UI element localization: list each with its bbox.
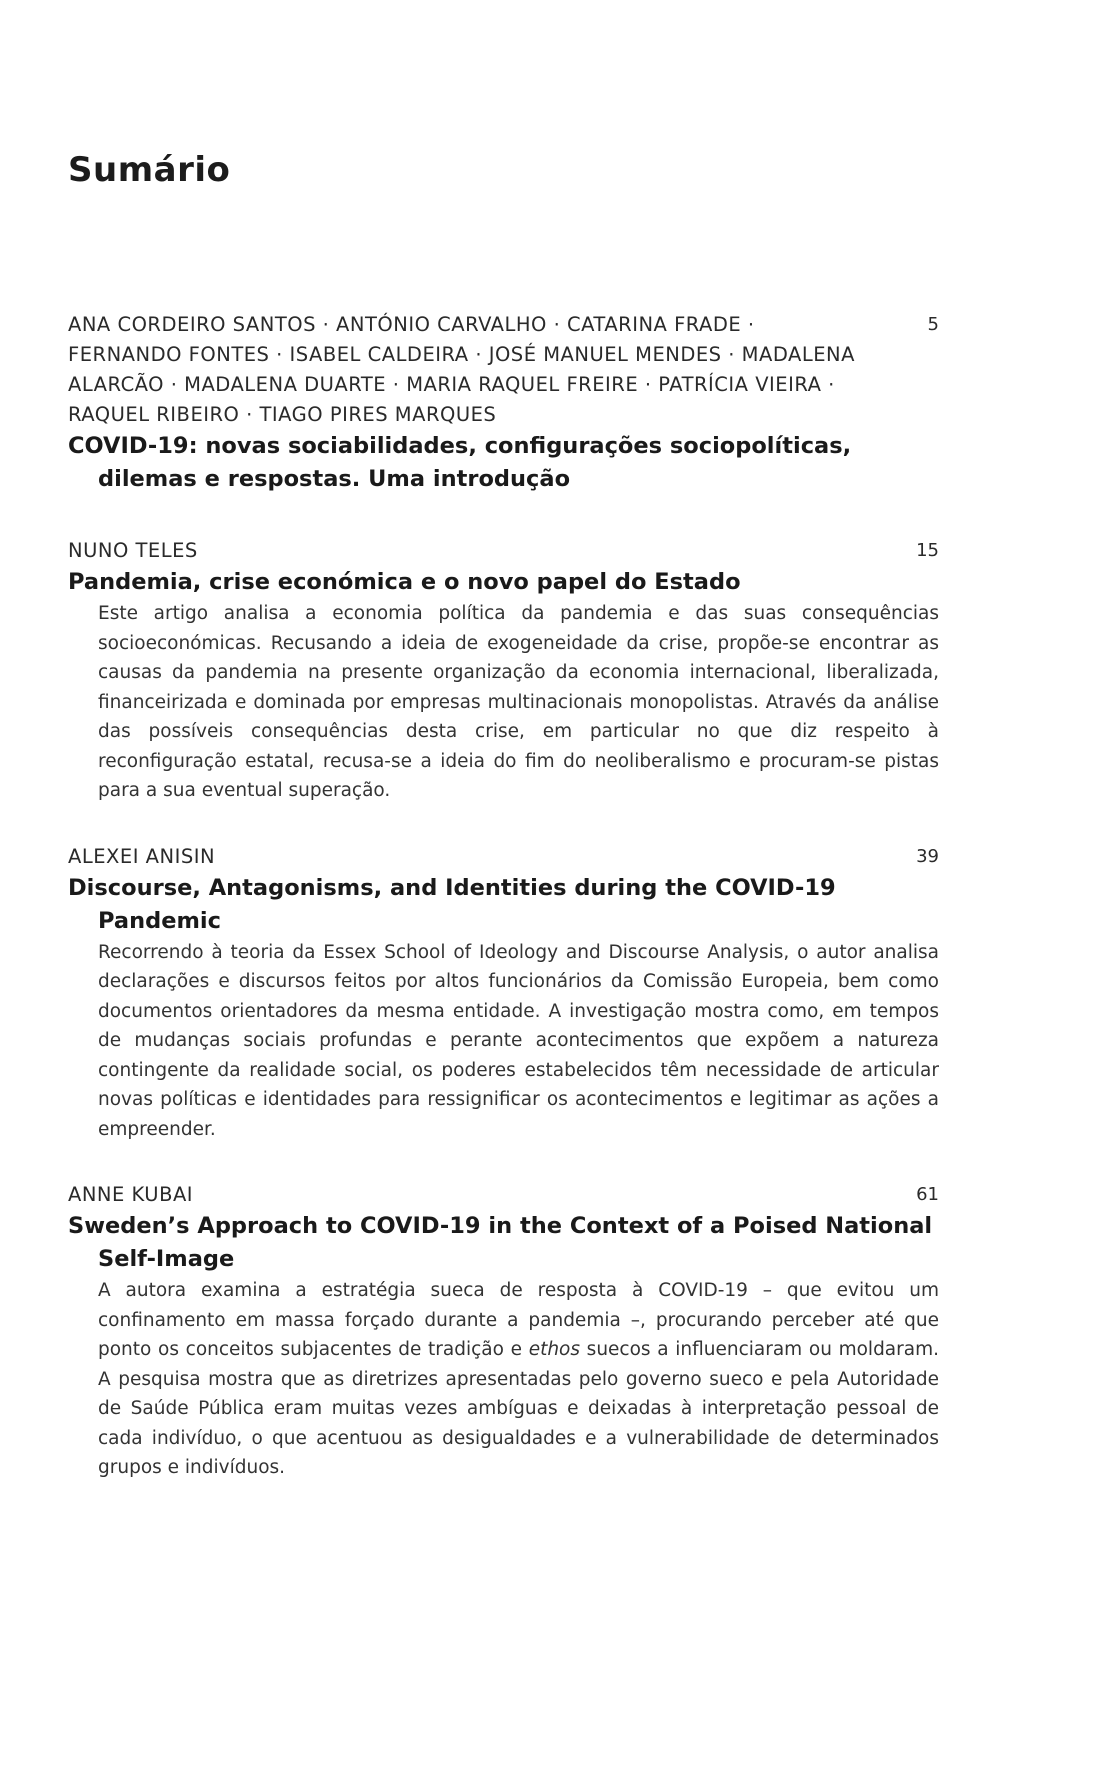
table-of-contents [68, 310, 939, 1519]
entry-abstract: Recorrendo à teoria da Essex School of Ideology and Discourse Analysis, o autor analisa declarações e discursos feitos por altos funcionários da Comissão Europeia, bem como documentos orientadores da mesma entidade. A investigação mostra como, em tempos de mudanças sociais profundas e perante acontecimentos que expõem a natureza contingente da realidade social, os poderes estabelecidos têm necessidade de articular novas políticas e identidades para ressignificar os acontecimentos e legitimar as ações a empreender. [98, 941, 939, 1140]
entry-title: Sweden’s Approach to COVID-19 in the Context of a Poised National Self-Image [68, 1213, 933, 1272]
toc-entry [68, 842, 939, 1145]
toc-entry [68, 536, 939, 806]
abstract-text: A autora examina a estratégia sueca de resposta à COVID-19 – que evitou um confinamento em massa forçado durante a pandemia –, procurando perceber até que ponto os conceitos subjacentes de tradição e [98, 1280, 939, 1360]
abstract-emphasis: ethos [528, 1339, 581, 1360]
entry-authors: NUNO TELES [68, 539, 198, 562]
entry-page-number: 15 [916, 540, 939, 561]
entry-authors: ALEXEI ANISIN [68, 844, 216, 868]
entry-page-number: 5 [927, 314, 939, 335]
entry-title: Pandemia, crise económica e o novo papel do Estado [68, 569, 741, 595]
toc-entry [68, 1180, 939, 1483]
page-title: Sumário [68, 150, 231, 190]
entry-title: COVID-19: novas sociabilidades, configurações sociopolíticas, dilemas e respostas. Uma introdução [68, 433, 852, 492]
entry-page-number: 39 [916, 845, 939, 867]
entry-page-number: 61 [916, 1184, 939, 1205]
toc-entry [68, 310, 939, 496]
entry-abstract [68, 1276, 939, 1483]
abstract-text: suecos a influenciaram ou moldaram. A pesquisa mostra que as diretrizes apresentadas pelo governo sueco e pela Autoridade de Saúde Pública eram muitas vezes ambíguas e deixadas à interpretação pessoal de cada indivíduo, o que acentuou as desigualdades e a vulnerabilidade de determinados grupos e indivíduos. [98, 1339, 939, 1478]
entry-authors: ANA CORDEIRO SANTOS · ANTÓNIO CARVALHO · CATARINA FRADE · FERNANDO FONTES · ISABEL CALDEIRA · JOSÉ MANUEL MENDES · MADALENA ALARCÃO · MADALENA DUARTE · MARIA RAQUEL FREIRE · PATRÍCIA VIEIRA · RAQUEL RIBEIRO · TIAGO PIRES MARQUES [68, 313, 855, 426]
entry-abstract: Este artigo analisa a economia política da pandemia e das suas consequências socioeconómicas. Recusando a ideia de exogeneidade da crise, propõe-se encontrar as causas da pandemia na presente organização da economia internacional, liberalizada, financeirizada e dominada por empresas multinacionais monopolistas. Através da análise das possíveis consequências desta crise, em particular no que diz respeito à reconfiguração estatal, recusa-se a ideia do fim do neoliberalismo e procuram-se pistas para a sua eventual superação. [98, 603, 939, 801]
entry-authors: ANNE KUBAI [68, 1183, 194, 1206]
entry-title: Discourse, Antagonisms, and Identities during the COVID-19 Pandemic [68, 874, 836, 934]
